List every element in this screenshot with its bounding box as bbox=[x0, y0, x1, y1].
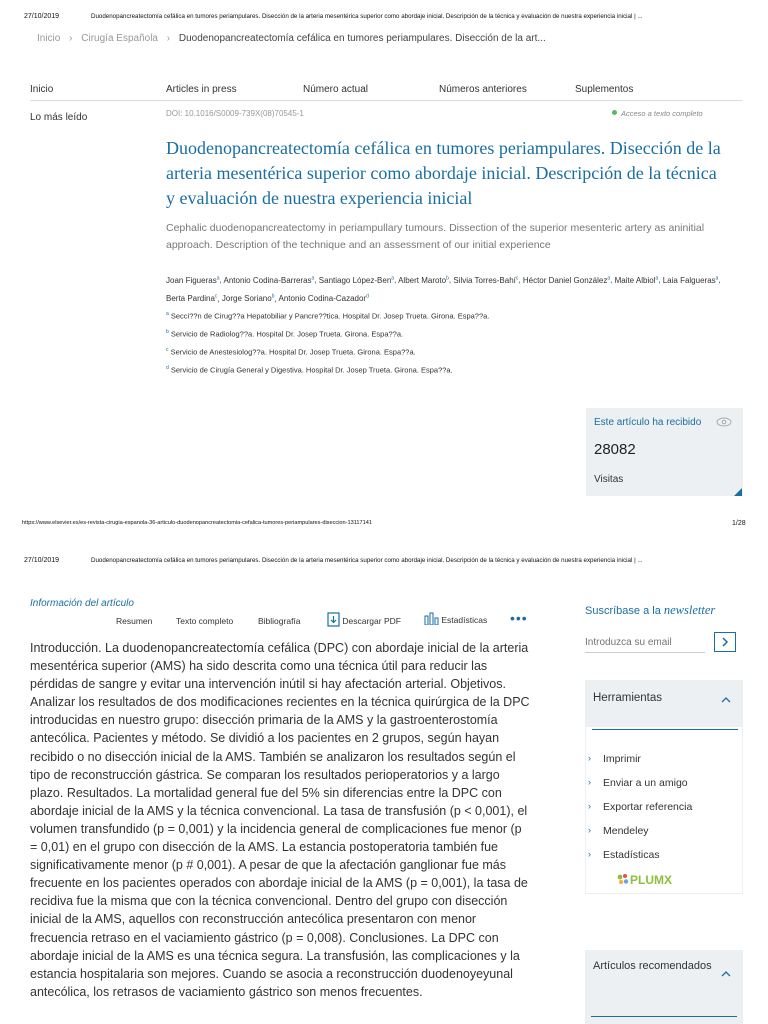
chevron-right-icon: › bbox=[166, 33, 171, 44]
recommended-divider bbox=[591, 1016, 737, 1017]
tools-divider bbox=[592, 729, 738, 730]
tool-enviar[interactable]: › Enviar a un amigo bbox=[588, 777, 688, 789]
recommended-title: Artículos recomendados bbox=[593, 960, 712, 972]
newsletter-submit-button[interactable] bbox=[714, 632, 736, 652]
tab-info[interactable]: Información del artículo bbox=[30, 598, 134, 609]
affiliation: $^d$ Servicio de Cirugía General y Digestiva. Hospital Dr. Josep Trueta. Girona. Espa??a. bbox=[166, 365, 453, 375]
chevron-right-icon: › bbox=[588, 777, 591, 787]
nav-item-numero-actual[interactable]: Número actual bbox=[303, 84, 369, 95]
author[interactable]: Albert Maroto$^b$ bbox=[398, 275, 449, 285]
doi[interactable]: DOI: 10.1016/S0009-739X(08)70545-1 bbox=[166, 109, 304, 118]
tool-mendeley[interactable]: › Mendeley bbox=[588, 825, 649, 837]
author[interactable]: Héctor Daniel González$^a$ bbox=[522, 275, 611, 285]
breadcrumb-home[interactable]: Inicio bbox=[37, 33, 61, 44]
tab-descargar-pdf[interactable]: Descargar PDF bbox=[327, 612, 401, 627]
main-nav bbox=[30, 84, 742, 101]
author[interactable]: Antonio Codina-Barreras$^a$ bbox=[223, 275, 315, 285]
bar-chart-icon bbox=[424, 612, 439, 625]
access-indicator bbox=[612, 109, 703, 118]
tools-list bbox=[585, 726, 743, 894]
chevron-right-icon bbox=[715, 633, 735, 651]
tab-estadisticas[interactable]: Estadísticas bbox=[424, 612, 487, 625]
print-doc-title: Duodenopancreatectomía cefálica en tumores periampulares. Disección de la arteria mesentérica superior como abordaje inicial. Descripción de la técnica y evaluación de nuestra experiencia inicial | ... bbox=[91, 557, 643, 564]
print-page-number: 1/28 bbox=[732, 520, 746, 527]
visits-unit: Visitas bbox=[594, 474, 624, 485]
article-subtitle: Cephalic duodenopancreatectomy in periampullary tumours. Dissection of the superior mesenteric artery as aninitial approach. Description of the technique and an assessment of our initial experience bbox=[166, 222, 705, 251]
author[interactable]: Jorge Soriano$^b$ bbox=[221, 293, 275, 304]
open-access-dot-icon bbox=[612, 110, 617, 115]
print-date: 27/10/2019 bbox=[24, 13, 60, 20]
chevron-up-icon[interactable] bbox=[721, 696, 731, 703]
plumx-logo[interactable]: PLUMX bbox=[616, 873, 672, 887]
author[interactable]: Maite Albiol$^a$ bbox=[614, 275, 659, 285]
tab-bibliografia[interactable]: Bibliografía bbox=[258, 616, 301, 626]
tools-panel bbox=[585, 680, 743, 894]
affiliation: $^c$ Servicio de Anestesiolog??a. Hospital Dr. Josep Trueta. Girona. Espa??a. bbox=[166, 347, 416, 357]
article-tabs bbox=[30, 596, 535, 626]
chevron-right-icon: › bbox=[69, 33, 73, 44]
plumx-icon bbox=[616, 873, 630, 885]
print-doc-title: Duodenopancreatectomía cefálica en tumores periampulares. Disección de la arteria mesentérica superior como abordaje inicial. Descripción de la técnica y evaluación de nuestra experiencia inicial | ... bbox=[91, 13, 643, 20]
breadcrumb-journal[interactable]: Cirugía Española bbox=[81, 33, 158, 44]
author[interactable]: Antonio Codina-Cazador$^d$ bbox=[278, 293, 369, 304]
tab-texto-completo[interactable]: Texto completo bbox=[176, 616, 234, 626]
nav-item-numeros-anteriores[interactable]: Números anteriores bbox=[439, 84, 527, 95]
tool-imprimir[interactable]: › Imprimir bbox=[588, 753, 641, 765]
more-options-icon[interactable]: ••• bbox=[510, 610, 528, 626]
breadcrumb bbox=[37, 33, 546, 44]
nav-item-suplementos[interactable]: Suplementos bbox=[575, 84, 634, 95]
tools-title: Herramientas bbox=[593, 692, 663, 704]
abstract-text: Introducción. La duodenopancreatectomía cefálica (DPC) con abordaje inicial de la arteria mesentérica superior (AMS) ha sido descrita como una técnica útil para reducir las pérdidas de sangre y evitar una intervención inútil si hay afectación arterial. Objetivos. Analizar los resultados de dos modificaciones recientes en la técnica quirúrgica de la DPC introducidas en nuestro grupo: disección primaria de la AMS y la gastroenterostomía antecólica. Pacientes y método. Se dividió a los pacientes en 2 grupos, según hayan recibido o no disección inicial de la AMS. También se analizaron los resultados según el tipo de reconstrucción gástrica. Se comparan los resultados perioperatorios y a largo plazo. Resultados. La mortalidad general fue del 5% sin diferencias entre la DPC con abordaje inicial de la AMS y la técnica convencional. La tasa de transfusión (p < 0,001), el volumen transfundido (p = 0,001) y la incidencia general de complicaciones fue menor (p = 0,01) en el grupo con disección de la AMS. La estancia postoperatoria también fue significativamente menor (p # 0,001). A pesar de que la afectación ganglionar fue más frecuente en los pacientes operados con abordaje inicial de la AMS (p = 0,001), la tasa de recidiva fue la misma que con la técnica convencional. Dentro del grupo con disección inicial de la AMS, aquellos con reconstrucción antecólica presentaron con menor frecuencia retraso en el vaciamiento gástrico (p = 0,008). Conclusiones. La DPC con abordaje inicial de la AMS es una técnica segura. La transfusión, las complicaciones y la estancia hospitalaria son mejores. Cuando se asocia a reconstrucción duodenoyeyunal antecólica, los retrasos de vaciamiento gástrico son menos frecuentes. bbox=[30, 641, 530, 999]
most-read-link[interactable]: Lo más leído bbox=[30, 112, 88, 123]
chevron-right-icon: › bbox=[588, 825, 591, 835]
newsletter-title: Suscríbase a la newsletter bbox=[585, 603, 716, 617]
affiliation: $^a$ Secci??n de Cirug??a Hepatobiliar y Pancre??tica. Hospital Dr. Josep Trueta. Girona. Espa??a. bbox=[166, 311, 490, 321]
author[interactable]: Silvia Torres-Bahí$^c$ bbox=[453, 275, 519, 285]
access-label: Acceso a texto completo bbox=[621, 109, 703, 118]
author[interactable]: Berta Pardina$^c$ bbox=[166, 293, 218, 304]
author[interactable]: Santiago López-Ben$^a$ bbox=[318, 275, 395, 285]
author[interactable]: Laia Falgueras$^a$ bbox=[662, 275, 719, 285]
recommended-panel bbox=[585, 950, 743, 1024]
chevron-right-icon: › bbox=[588, 801, 591, 811]
visits-label: Este artículo ha recibido bbox=[594, 417, 702, 428]
authors-list: Joan Figueras$^a$, Antonio Codina-Barreras$^a$, Santiago López-Ben$^a$, Albert Maroto$^b$, Silvia Torres-Bahí$^c$, Héctor Daniel González$^a$, Maite Albiol$^a$, Laia Falgueras$^a$, Berta Pardina$^c$, Jorge Soriano$^b$, Antonio Codina-Cazador$^d$ bbox=[166, 275, 721, 304]
chevron-right-icon: › bbox=[588, 753, 591, 763]
affiliation: $^b$ Servicio de Radiolog??a. Hospital Dr. Josep Trueta. Girona. Espa??a. bbox=[166, 329, 404, 339]
nav-item-inicio[interactable]: Inicio bbox=[30, 84, 54, 95]
breadcrumb-current: Duodenopancreatectomía cefálica en tumores periampulares. Disección de la art... bbox=[178, 33, 546, 44]
tool-exportar[interactable]: › Exportar referencia bbox=[588, 801, 693, 813]
tab-resumen[interactable]: Resumen bbox=[116, 616, 153, 626]
article-title: Duodenopancreatectomía cefálica en tumores periampulares. Disección de la arteria mesentérica superior como abordaje inicial. Descripción de la técnica y evaluación de nuestra experiencia inicial bbox=[166, 138, 721, 208]
visits-box bbox=[586, 408, 743, 496]
visits-count: 28082 bbox=[594, 441, 636, 458]
print-url: https://www.elsevier.es/es-revista-cirugia-espanola-36-articulo-duodenopancreatectomia-cefalica-tumores-periampulares-diseccion-13117141 bbox=[22, 520, 372, 526]
newsletter-email-input[interactable] bbox=[585, 632, 705, 653]
nav-item-articles-in-press[interactable]: Articles in press bbox=[166, 84, 237, 95]
eye-icon bbox=[716, 417, 732, 427]
tool-estadisticas[interactable]: › Estadísticas bbox=[588, 849, 660, 861]
chevron-up-icon[interactable] bbox=[721, 970, 731, 977]
author[interactable]: Joan Figueras$^a$ bbox=[166, 275, 220, 285]
chevron-right-icon: › bbox=[588, 849, 591, 859]
corner-triangle-icon bbox=[734, 488, 742, 496]
pdf-download-icon bbox=[327, 612, 340, 627]
print-date: 27/10/2019 bbox=[24, 557, 60, 564]
